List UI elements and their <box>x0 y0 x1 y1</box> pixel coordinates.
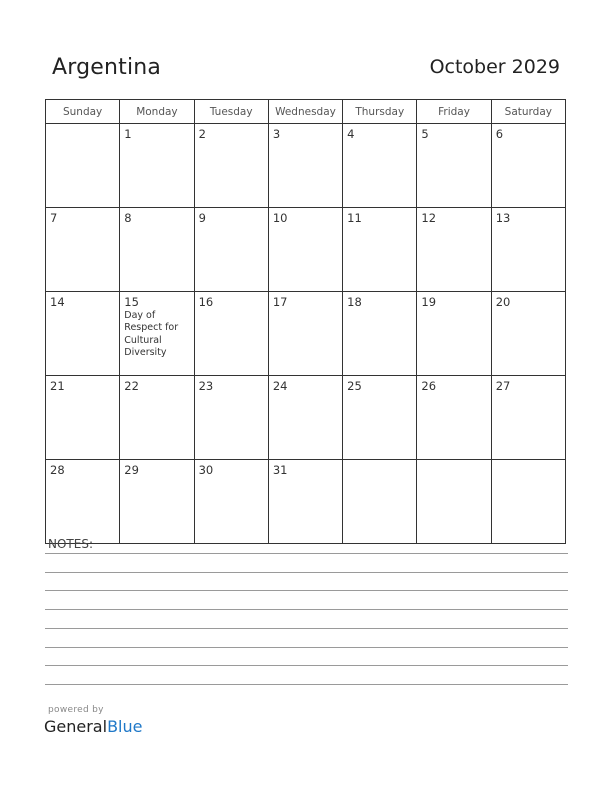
day-cell <box>120 460 194 544</box>
note-line <box>45 684 568 685</box>
day-cell <box>46 208 120 292</box>
day-number: 20 <box>495 295 511 309</box>
day-number: 4 <box>347 127 355 141</box>
day-cell <box>343 460 417 544</box>
day-cell <box>46 292 120 376</box>
day-cell <box>417 376 491 460</box>
day-cell <box>194 124 268 208</box>
day-cell <box>194 208 268 292</box>
day-cell <box>491 208 565 292</box>
day-number: 10 <box>272 211 288 225</box>
day-cell <box>120 292 194 376</box>
country-title: Argentina <box>52 55 162 80</box>
week-row <box>46 208 566 292</box>
day-cell <box>491 124 565 208</box>
day-number: 18 <box>347 295 362 309</box>
day-number: 7 <box>50 211 58 225</box>
calendar-grid <box>45 99 566 544</box>
brand-general-text: General <box>44 717 108 736</box>
day-cell <box>194 292 268 376</box>
day-cell <box>268 460 342 544</box>
day-cell <box>46 460 120 544</box>
day-number: 28 <box>50 463 65 477</box>
day-number: 12 <box>421 211 437 225</box>
weekday-wednesday: Wednesday <box>268 100 342 124</box>
note-line <box>45 647 568 648</box>
notes-label: NOTES: <box>48 537 93 551</box>
note-line <box>45 553 568 554</box>
week-row <box>46 460 566 544</box>
note-line <box>45 628 568 629</box>
day-cell <box>343 376 417 460</box>
day-number: 31 <box>272 463 288 477</box>
day-number: 17 <box>272 295 288 309</box>
weekday-thursday: Thursday <box>343 100 417 124</box>
day-cell <box>491 292 565 376</box>
day-cell <box>194 460 268 544</box>
day-number: 14 <box>50 295 65 309</box>
day-number: 1 <box>124 127 132 141</box>
note-line <box>45 572 568 573</box>
day-number: 9 <box>198 211 206 225</box>
day-cell <box>120 376 194 460</box>
day-number: 25 <box>347 379 362 393</box>
weekday-monday: Monday <box>120 100 194 124</box>
day-number: 8 <box>124 211 132 225</box>
day-cell <box>194 376 268 460</box>
day-number: 24 <box>272 379 288 393</box>
week-row <box>46 124 566 208</box>
day-number: 22 <box>124 379 139 393</box>
day-cell <box>268 208 342 292</box>
note-line <box>45 665 568 666</box>
day-number: 15 <box>124 295 139 309</box>
month-year-title: October 2029 <box>429 56 560 78</box>
day-cell <box>46 124 120 208</box>
day-number: 27 <box>495 379 511 393</box>
note-line <box>45 590 568 591</box>
day-cell <box>491 376 565 460</box>
day-number: 29 <box>124 463 139 477</box>
holiday-label: Day of Respect for Cultural Diversity <box>124 310 179 358</box>
day-cell <box>120 208 194 292</box>
weekday-saturday: Saturday <box>491 100 565 124</box>
day-cell <box>268 376 342 460</box>
note-line <box>45 609 568 610</box>
weekday-friday: Friday <box>417 100 491 124</box>
day-cell <box>46 376 120 460</box>
weekday-sunday: Sunday <box>46 100 120 124</box>
generalblue-logo[interactable] <box>44 717 142 736</box>
brand-blue-text: Blue <box>107 717 143 736</box>
weekday-header-row <box>46 100 566 124</box>
day-cell <box>417 292 491 376</box>
day-cell <box>417 208 491 292</box>
day-cell <box>491 460 565 544</box>
day-number: 23 <box>198 379 214 393</box>
weekday-tuesday: Tuesday <box>194 100 268 124</box>
day-number: 3 <box>272 127 281 141</box>
day-number: 5 <box>421 127 429 141</box>
day-number: 16 <box>198 295 214 309</box>
day-number: 11 <box>347 211 362 225</box>
day-cell <box>268 124 342 208</box>
day-number: 26 <box>421 379 437 393</box>
day-cell <box>120 124 194 208</box>
day-number: 30 <box>198 463 214 477</box>
day-cell <box>343 292 417 376</box>
day-number: 21 <box>50 379 65 393</box>
day-cell <box>268 292 342 376</box>
day-number: 19 <box>421 295 437 309</box>
day-cell <box>417 124 491 208</box>
day-number: 6 <box>495 127 504 141</box>
day-number: 13 <box>495 211 511 225</box>
day-number: 2 <box>198 127 206 141</box>
powered-by-text: powered by <box>48 705 104 715</box>
week-row <box>46 292 566 376</box>
day-cell <box>417 460 491 544</box>
day-cell <box>343 124 417 208</box>
week-row <box>46 376 566 460</box>
day-cell <box>343 208 417 292</box>
